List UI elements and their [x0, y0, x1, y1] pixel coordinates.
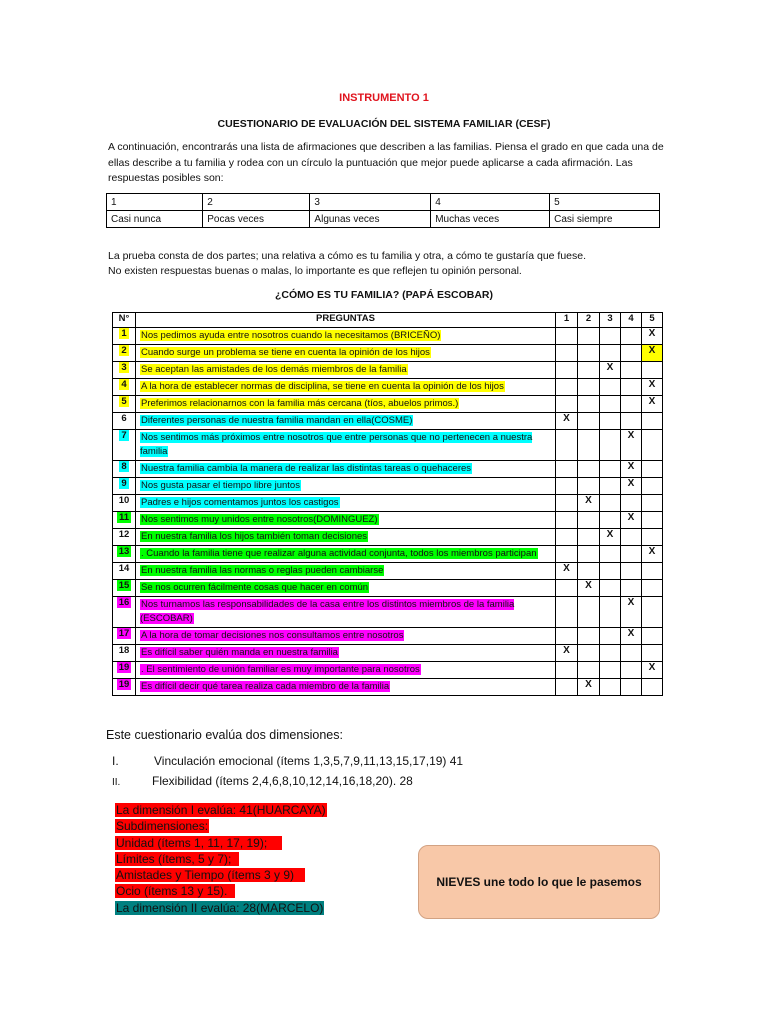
question-cell	[136, 430, 556, 461]
question-text: Se aceptan las amistades de los demás miembros de la familia	[141, 364, 407, 375]
answer-cell-5: X	[642, 345, 663, 362]
intro-line: respuestas posibles son:	[108, 172, 224, 184]
answer-cell-5: X	[642, 379, 663, 396]
answer-cell-2	[578, 563, 600, 580]
question-cell	[136, 597, 556, 628]
table-row	[113, 461, 663, 478]
question-cell	[136, 679, 556, 696]
answer-cell-5	[642, 512, 663, 529]
question-number-cell	[113, 345, 136, 362]
answer-cell-3	[600, 328, 621, 345]
highlighted-text: Límites (ítems, 5 y 7);	[116, 851, 239, 866]
question-number: 18	[118, 645, 130, 656]
scale-label: Algunas veces	[310, 211, 431, 228]
highlighted-line	[115, 818, 327, 834]
table-row	[113, 546, 663, 563]
question-cell	[136, 478, 556, 495]
scale-number: 2	[203, 194, 310, 211]
answer-cell-1	[556, 679, 578, 696]
dimension-numeral: I.	[112, 754, 119, 768]
table-row	[113, 529, 663, 546]
dimension-text: Vinculación emocional (ítems 1,3,5,7,9,11,13,15,17,19) 41	[154, 754, 464, 768]
scale-number: 5	[550, 194, 660, 211]
dimension-item	[112, 754, 463, 768]
table-row	[113, 597, 663, 628]
answer-cell-3	[600, 413, 621, 430]
answer-cell-3	[600, 379, 621, 396]
question-text: Nos turnamos las responsabilidades de la casa entre los distintos miembros de la familia (ESCOBAR)	[140, 599, 515, 624]
answer-cell-2: X	[578, 580, 600, 597]
table-row	[113, 679, 663, 696]
question-number: 10	[118, 495, 130, 506]
question-number-cell	[113, 478, 136, 495]
question-number-cell	[113, 563, 136, 580]
note-text: No existen respuestas buenas o malas, lo importante es que reflejen tu opinión personal.	[108, 265, 522, 277]
question-text: Es difícil decir qué tarea realiza cada miembro de la familia	[141, 681, 390, 692]
answer-cell-2	[578, 546, 600, 563]
document-label: INSTRUMENTO 1	[339, 92, 429, 104]
scale-number: 3	[310, 194, 431, 211]
answer-cell-5	[642, 679, 663, 696]
question-number-cell	[113, 580, 136, 597]
question-text: Nos pedimos ayuda entre nosotros cuando la necesitamos (BRICEÑO)	[141, 330, 441, 341]
answer-cell-3	[600, 597, 621, 628]
answer-cell-3	[600, 679, 621, 696]
response-scale-table	[106, 193, 660, 228]
question-cell	[136, 628, 556, 645]
answer-cell-5	[642, 478, 663, 495]
question-text: . El sentimiento de unión familiar es muy importante para nosotros	[141, 664, 420, 675]
answer-cell-2	[578, 461, 600, 478]
answer-cell-5: X	[642, 328, 663, 345]
question-text: Diferentes personas de nuestra familia mandan en ella(COSME)	[141, 415, 413, 426]
answer-cell-3	[600, 396, 621, 413]
highlighted-line	[115, 802, 327, 818]
answer-cell-2	[578, 662, 600, 679]
column-header-4: 4	[621, 313, 642, 328]
answer-cell-2	[578, 597, 600, 628]
question-number-cell	[113, 495, 136, 512]
answer-cell-4	[621, 379, 642, 396]
answer-cell-1	[556, 597, 578, 628]
highlighted-text: Amistades y Tiempo (ítems 3 y 9)	[116, 868, 305, 883]
question-text: Se nos ocurren fácilmente cosas que hacer en común	[141, 582, 369, 593]
table-row	[113, 645, 663, 662]
answer-cell-4	[621, 529, 642, 546]
table-row	[113, 379, 663, 396]
question-cell	[136, 563, 556, 580]
highlighted-text: Subdimensiones:	[116, 819, 209, 834]
question-number: 19	[118, 679, 130, 690]
callout-text: NIEVES une todo lo que le pasemos	[436, 875, 642, 889]
question-cell	[136, 461, 556, 478]
answer-cell-1: X	[556, 563, 578, 580]
answer-cell-5: X	[642, 396, 663, 413]
table-row	[113, 563, 663, 580]
answer-cell-3	[600, 645, 621, 662]
answer-cell-2	[578, 379, 600, 396]
answer-cell-2	[578, 396, 600, 413]
answer-cell-1	[556, 328, 578, 345]
answer-cell-5	[642, 628, 663, 645]
question-text: Nuestra familia cambia la manera de realizar las distintas tareas o quehaceres	[141, 463, 472, 474]
intro-line: ellas describe a tu familia y rodea con un círculo la puntuación que mejor puede aplicarse a cada afirmación. Las	[108, 156, 633, 169]
question-number: 13	[118, 546, 130, 557]
table-row	[113, 362, 663, 379]
question-number-cell	[113, 597, 136, 628]
question-number: 15	[118, 580, 130, 591]
answer-cell-2	[578, 345, 600, 362]
table-row	[113, 430, 663, 461]
question-number: 12	[118, 529, 130, 540]
column-header-number: N°	[113, 313, 136, 328]
question-number: 16	[118, 597, 130, 608]
question-cell	[136, 345, 556, 362]
answer-cell-4	[621, 563, 642, 580]
answer-cell-4	[621, 396, 642, 413]
highlighted-line	[115, 867, 327, 883]
answer-cell-1	[556, 662, 578, 679]
intro-line: A continuación, encontrarás una lista de afirmaciones que describen a las familias. Piensa el grado en que cada una de	[108, 141, 664, 153]
answer-cell-2	[578, 478, 600, 495]
answer-cell-4: X	[621, 478, 642, 495]
answer-cell-1	[556, 529, 578, 546]
table-row	[113, 345, 663, 362]
answer-cell-4	[621, 580, 642, 597]
answer-cell-2	[578, 645, 600, 662]
scale-number-row	[107, 194, 660, 211]
question-number-cell	[113, 430, 136, 461]
question-number: 5	[121, 396, 127, 407]
answer-cell-2	[578, 328, 600, 345]
question-number-cell	[113, 529, 136, 546]
table-row	[113, 478, 663, 495]
scale-number: 1	[107, 194, 203, 211]
question-number-cell	[113, 512, 136, 529]
question-number: 3	[121, 362, 127, 373]
intro-paragraph	[108, 140, 664, 187]
answer-cell-5	[642, 430, 663, 461]
answer-cell-4: X	[621, 628, 642, 645]
answer-cell-4	[621, 546, 642, 563]
highlighted-text: Unidad (ítems 1, 11, 17, 19);	[116, 835, 281, 850]
table-row	[113, 328, 663, 345]
scale-label: Casi nunca	[107, 211, 203, 228]
highlighted-line	[115, 851, 327, 867]
answer-cell-3	[600, 495, 621, 512]
answer-cell-1	[556, 362, 578, 379]
highlighted-text: Ocio (ítems 13 y 15).	[116, 884, 235, 899]
question-number: 19	[118, 662, 130, 673]
answer-cell-5	[642, 580, 663, 597]
answer-cell-2	[578, 430, 600, 461]
answer-cell-4: X	[621, 597, 642, 628]
dimension-text: Flexibilidad (ítems 2,4,6,8,10,12,14,16,18,20). 28	[152, 774, 413, 788]
answer-cell-1	[556, 512, 578, 529]
answer-cell-5	[642, 563, 663, 580]
answer-cell-3: X	[600, 362, 621, 379]
answer-cell-1: X	[556, 645, 578, 662]
question-text: Preferimos relacionarnos con la familia más cercana (tíos, abuelos primos.)	[141, 398, 459, 409]
question-text: Es difícil saber quién manda en nuestra familia	[141, 647, 338, 658]
table-row	[113, 512, 663, 529]
answer-cell-5: X	[642, 662, 663, 679]
questionnaire-title: ¿CÓMO ES TU FAMILIA? (PAPÁ ESCOBAR)	[275, 289, 493, 301]
question-text: A la hora de establecer normas de disciplina, se tiene en cuenta la opinión de los hijos	[141, 381, 504, 392]
column-header-3: 3	[600, 313, 621, 328]
scale-number: 4	[431, 194, 550, 211]
question-number: 11	[118, 512, 130, 523]
highlighted-line	[115, 900, 327, 916]
question-cell	[136, 495, 556, 512]
answer-cell-5	[642, 413, 663, 430]
highlighted-line	[115, 883, 327, 899]
answer-cell-5	[642, 597, 663, 628]
question-text: A la hora de tomar decisiones nos consultamos entre nosotros	[141, 630, 404, 641]
dimension-numeral: II.	[112, 777, 121, 788]
answer-cell-4	[621, 679, 642, 696]
question-cell	[136, 645, 556, 662]
answer-cell-4	[621, 645, 642, 662]
table-row	[113, 580, 663, 597]
question-number-cell	[113, 645, 136, 662]
table-row	[113, 495, 663, 512]
answer-cell-3	[600, 580, 621, 597]
highlighted-line	[115, 835, 327, 851]
answer-cell-4	[621, 662, 642, 679]
answer-cell-4	[621, 345, 642, 362]
answer-cell-1	[556, 461, 578, 478]
question-number-cell	[113, 628, 136, 645]
answer-cell-3	[600, 512, 621, 529]
answer-cell-5	[642, 529, 663, 546]
question-cell	[136, 580, 556, 597]
answer-cell-3	[600, 478, 621, 495]
callout-box	[418, 845, 660, 919]
answer-cell-4: X	[621, 430, 642, 461]
question-number: 14	[118, 563, 130, 574]
answer-cell-1	[556, 495, 578, 512]
column-header-5: 5	[642, 313, 663, 328]
question-number-cell	[113, 413, 136, 430]
answer-cell-5: X	[642, 546, 663, 563]
table-header-row	[113, 313, 663, 328]
table-row	[113, 396, 663, 413]
answer-cell-1	[556, 345, 578, 362]
answer-cell-4	[621, 328, 642, 345]
question-cell	[136, 362, 556, 379]
document-title: CUESTIONARIO DE EVALUACIÓN DEL SISTEMA FAMILIAR (CESF)	[217, 118, 551, 130]
answer-cell-4: X	[621, 512, 642, 529]
question-cell	[136, 546, 556, 563]
question-number-cell	[113, 546, 136, 563]
answer-cell-1	[556, 478, 578, 495]
question-cell	[136, 529, 556, 546]
answer-cell-3	[600, 546, 621, 563]
question-text: En nuestra familia los hijos también toman decisiones	[141, 531, 368, 542]
question-number-cell	[113, 396, 136, 413]
question-cell	[136, 328, 556, 345]
answer-cell-3	[600, 563, 621, 580]
answer-cell-3	[600, 461, 621, 478]
answer-cell-5	[642, 362, 663, 379]
answer-cell-3: X	[600, 529, 621, 546]
question-number-cell	[113, 679, 136, 696]
scale-label: Muchas veces	[431, 211, 550, 228]
question-number: 8	[121, 461, 127, 472]
question-cell	[136, 662, 556, 679]
question-number: 17	[118, 628, 130, 639]
answer-cell-5	[642, 495, 663, 512]
answer-cell-2: X	[578, 679, 600, 696]
answer-cell-5	[642, 645, 663, 662]
dimensions-intro: Este cuestionario evalúa dos dimensiones:	[106, 728, 343, 742]
scale-label: Pocas veces	[203, 211, 310, 228]
question-cell	[136, 396, 556, 413]
answer-cell-1	[556, 379, 578, 396]
questionnaire-table	[112, 312, 663, 696]
answer-cell-5	[642, 461, 663, 478]
answer-cell-1: X	[556, 413, 578, 430]
question-text: Padres e hijos comentamos juntos los castigos	[141, 497, 339, 508]
questionnaire-body	[113, 328, 663, 696]
question-text: Cuando surge un problema se tiene en cuenta la opinión de los hijos	[141, 347, 430, 358]
highlighted-text: La dimensión I evalúa: 41(HUARCAYA)	[116, 803, 326, 817]
question-number-cell	[113, 379, 136, 396]
scale-label-row	[107, 211, 660, 228]
answer-cell-2: X	[578, 495, 600, 512]
question-text: Nos sentimos más próximos entre nosotros que entre personas que no pertenecen a nuestra familia	[140, 432, 533, 457]
question-number-cell	[113, 328, 136, 345]
scale-label: Casi siempre	[550, 211, 660, 228]
answer-cell-3	[600, 345, 621, 362]
answer-cell-2	[578, 529, 600, 546]
answer-cell-2	[578, 362, 600, 379]
answer-cell-1	[556, 396, 578, 413]
question-cell	[136, 413, 556, 430]
column-header-2: 2	[578, 313, 600, 328]
question-number: 2	[121, 345, 127, 356]
question-number: 1	[121, 328, 127, 339]
table-row	[113, 662, 663, 679]
answer-cell-1	[556, 430, 578, 461]
question-text: Nos gusta pasar el tiempo libre juntos	[141, 480, 300, 491]
question-text: . Cuando la familia tiene que realizar alguna actividad conjunta, todos los miembros participan	[141, 548, 537, 559]
question-cell	[136, 379, 556, 396]
answer-cell-4	[621, 495, 642, 512]
column-header-1: 1	[556, 313, 578, 328]
table-row	[113, 413, 663, 430]
dimension-item	[112, 774, 413, 788]
answer-cell-2	[578, 413, 600, 430]
answer-cell-3	[600, 430, 621, 461]
answer-cell-4	[621, 413, 642, 430]
answer-cell-3	[600, 628, 621, 645]
question-number-cell	[113, 461, 136, 478]
answer-cell-3	[600, 662, 621, 679]
answer-cell-2	[578, 512, 600, 529]
question-number: 6	[121, 413, 127, 424]
question-number: 4	[121, 379, 127, 390]
answer-cell-1	[556, 546, 578, 563]
question-number: 7	[121, 430, 127, 441]
question-number-cell	[113, 662, 136, 679]
question-text: En nuestra familia las normas o reglas pueden cambiarse	[141, 565, 384, 576]
question-text: Nos sentimos muy unidos entre nosotros(DOMINGUEZ)	[141, 514, 378, 525]
answer-cell-2	[578, 628, 600, 645]
answer-cell-1	[556, 628, 578, 645]
question-number: 9	[121, 478, 127, 489]
table-row	[113, 628, 663, 645]
answer-cell-4: X	[621, 461, 642, 478]
column-header-questions: PREGUNTAS	[136, 313, 556, 328]
question-number-cell	[113, 362, 136, 379]
note-text: La prueba consta de dos partes; una relativa a cómo es tu familia y otra, a cómo te gustaría que fuese.	[108, 250, 587, 262]
answer-cell-4	[621, 362, 642, 379]
question-cell	[136, 512, 556, 529]
highlighted-text: La dimensión II evalúa: 28(MARCELO)	[116, 900, 324, 915]
highlighted-notes	[115, 802, 327, 916]
answer-cell-1	[556, 580, 578, 597]
